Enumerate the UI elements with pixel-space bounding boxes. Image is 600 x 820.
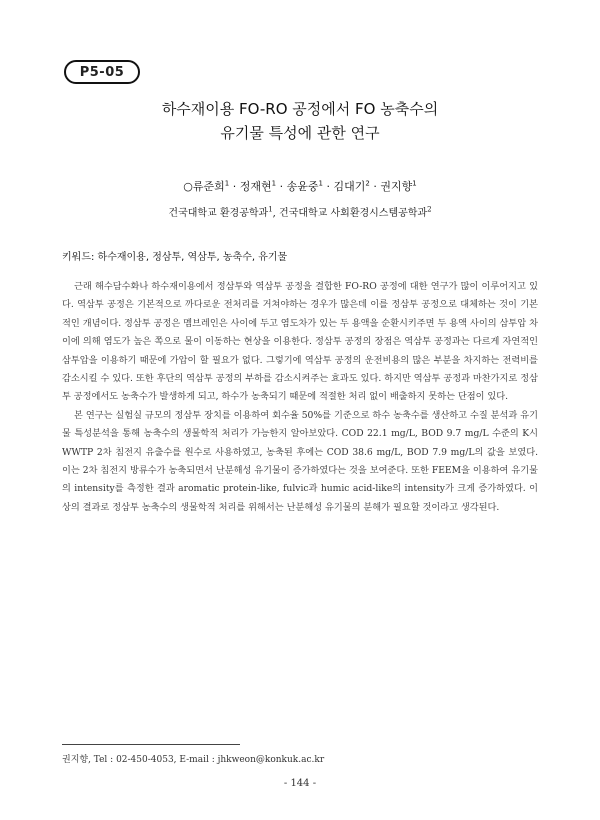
session-code-badge: P5-05 (64, 60, 140, 84)
paper-title-line-1: 하수재이용 FO-RO 공정에서 FO 농축수의 (161, 100, 439, 118)
affiliations: 건국대학교 환경공학과$^1$, 건국대학교 사회환경시스템공학과$^2$ (168, 205, 432, 219)
page-number: - 144 - (283, 778, 317, 789)
author: 송윤중$^1$ · (286, 179, 334, 193)
paper-title-line-2: 유기물 특성에 관한 연구 (220, 124, 380, 142)
author: 정재현$^1$ · (239, 179, 287, 193)
author: 권지향$^1$ (380, 179, 417, 193)
keywords-label: 키워드: (62, 252, 95, 263)
paragraph: 본 연구는 실험실 규모의 정삼투 장치를 이용하여 회수율 50%를 기준으로 하수 농축수를 생산하고 수질 분석과 유기물 특성분석을 통해 농축수의 생물학적 처리가 가능한지 알아보았다. COD 22.1 mg/L, BOD 9.7 mg/L 수준의 K시 WWTP 2차 침전지 유출수를 원수로 사용하였고, 농축된 후에는 COD 38.6 mg/L, BOD 7.9 mg/L의 값을 보였다. 이는 2차 침전지 방류수가 농축되면서 난분해성 유기물이 증가하였다는 것을 보여준다. 또한 FEEM을 이용하여 유기물의 intensity를 측정한 결과 aromatic protein-like, fulvic과 humic acid-like의 intensity가 크게 증가하였다. 이상의 결과로 정삼투 농축수의 생물학적 처리를 위해서는 난분해성 유기물의 분해가 필요할 것이라고 생각된다. (62, 409, 538, 513)
author-list (60, 178, 540, 194)
keywords-text: 하수재이용, 정삼투, 역삼투, 농축수, 유기물 (97, 252, 288, 263)
keywords (62, 248, 542, 263)
footnote-divider (62, 744, 240, 745)
author: ○류준희$^1$ · (183, 179, 240, 193)
author: 김대기$^2$ · (333, 179, 381, 193)
paragraph: 근래 해수담수화나 하수재이용에서 정삼투와 역삼투 공정을 결합한 FO-RO 공정에 대한 연구가 많이 이루어지고 있다. 역삼투 공정은 기본적으로 까다로운 전처리를 거쳐야하는 경우가 많은데 이를 정삼투 공정으로 대체하는 것이 기본적인 개념이다. 정삼투 공정은 멤브레인은 사이에 두고 염도차가 있는 두 용액을 순환시키주면 두 용액 사이의 삼투압 차이에 의해 염도가 높은 쪽으로 물이 이동하는 현상을 이용한다. 정삼투 공정의 장점은 역삼투 공정과는 다르게 자연적인 삼투압을 이용하기 때문에 가압이 할 필요가 없다. 그렇기에 역삼투 공정의 운전비용의 많은 부분을 차지하는 전력비를 감소시킬 수 있다. 또한 후단의 역삼투 공정의 부하를 감소시켜주는 효과도 있다. 하지만 역삼투 공정과 마찬가지로 정삼투 공정에서도 농축수가 발생하게 되고, 하수가 농축되기 때문에 적절한 처리 없이 배출하지 못하는 단점이 있다. (62, 281, 538, 403)
corresponding-author-footnote: 권지향, Tel : 02-450-4053, E-mail : jhkweon@konkuk.ac.kr (62, 755, 325, 765)
abstract-body (62, 278, 538, 517)
